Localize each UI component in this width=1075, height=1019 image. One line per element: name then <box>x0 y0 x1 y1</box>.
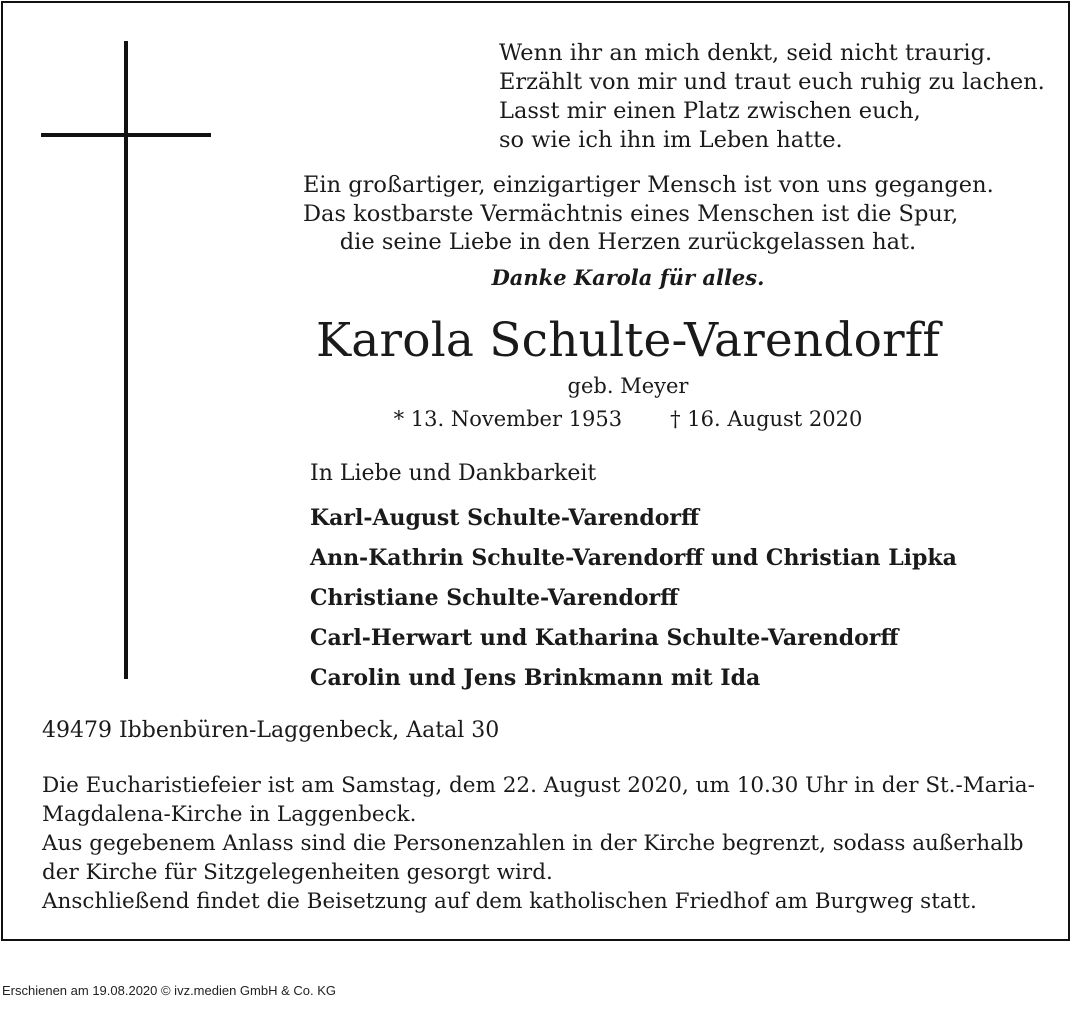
cross-icon-horizontal-bar <box>41 133 211 137</box>
deceased-name: Karola Schulte-Varendorff <box>316 313 940 368</box>
poem-line: so wie ich ihn im Leben hatte. <box>499 127 843 153</box>
poem <box>499 39 1045 155</box>
poem-line: Lasst mir einen Platz zwischen euch, <box>499 98 921 124</box>
mourner-name: Karl-August Schulte-Varendorff <box>310 505 700 531</box>
poem-line: Erzählt von mir und traut euch ruhig zu lachen. <box>499 69 1045 95</box>
quote-line: Das kostbarste Vermächtnis eines Menschen ist die Spur, <box>303 200 959 227</box>
life-dates <box>303 407 953 431</box>
service-line: der Kirche für Sitzgelegenheiten gesorgt wird. <box>42 860 553 885</box>
mourners-list <box>310 459 957 698</box>
mourner-name: Ann-Kathrin Schulte-Varendorff und Christian Lipka <box>310 545 957 571</box>
service-information <box>42 771 1052 916</box>
poem-line: Wenn ihr an mich denkt, seid nicht traurig. <box>499 40 993 66</box>
birth-name: geb. Meyer <box>567 374 689 398</box>
family-address: 49479 Ibbenbüren-Laggenbeck, Aatal 30 <box>42 718 500 743</box>
mourner-name: Christiane Schulte-Varendorff <box>310 585 679 611</box>
mourner-name: Carl-Herwart und Katharina Schulte-Varendorff <box>310 625 899 651</box>
obituary-notice <box>1 1 1070 941</box>
service-line: Magdalena-Kirche in Laggenbeck. <box>42 802 417 827</box>
mourner-name: Carolin und Jens Brinkmann mit Ida <box>310 665 761 691</box>
birth-date: * 13. November 1953 <box>393 407 623 431</box>
service-line: Aus gegebenem Anlass sind die Personenzahlen in der Kirche begrenzt, sodass außerhalb <box>42 831 1024 856</box>
service-line: Die Eucharistiefeier ist am Samstag, dem 22. August 2020, um 10.30 Uhr in der St.-Maria- <box>42 773 1035 798</box>
memorial-quote <box>303 171 994 257</box>
mourners-intro: In Liebe und Dankbarkeit <box>310 461 597 486</box>
publication-footer: Erschienen am 19.08.2020 © ivz.medien GmbH & Co. KG <box>2 983 337 998</box>
quote-line: die seine Liebe in den Herzen zurückgelassen hat. <box>339 229 917 255</box>
quote-line: Ein großartiger, einzigartiger Mensch ist von uns gegangen. <box>303 172 994 198</box>
death-date: † 16. August 2020 <box>670 407 863 431</box>
service-line: Anschließend findet die Beisetzung auf dem katholischen Friedhof am Burgweg statt. <box>42 889 977 914</box>
thanks-line: Danke Karola für alles. <box>491 265 765 290</box>
